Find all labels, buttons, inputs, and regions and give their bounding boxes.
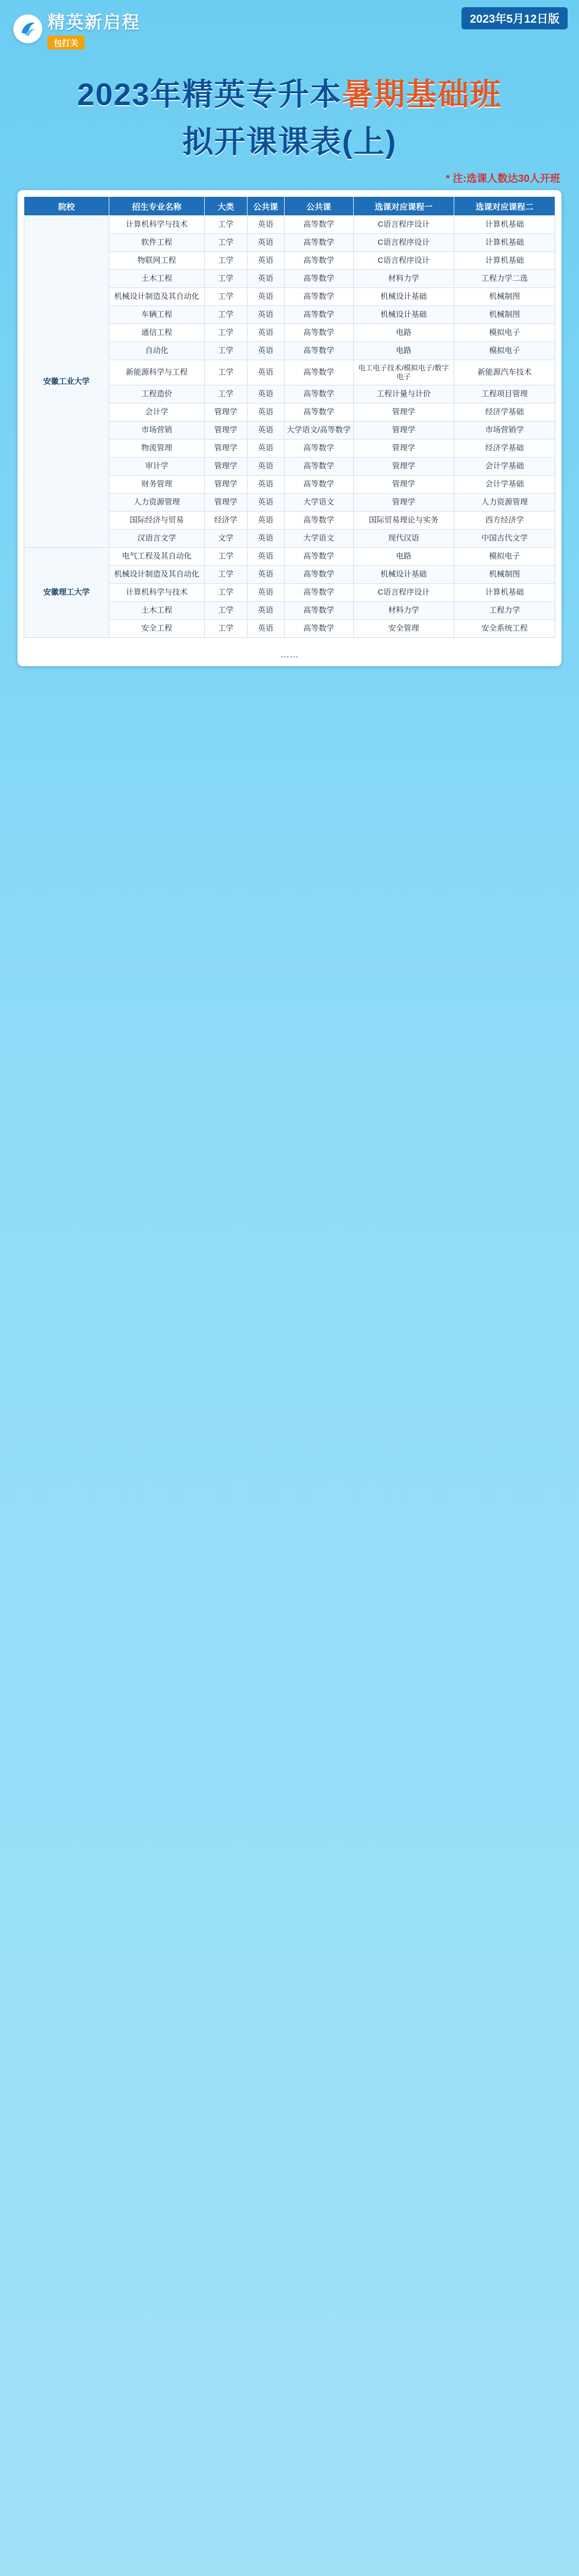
category-cell: 管理学 <box>205 457 247 476</box>
category-cell: 工学 <box>205 385 247 403</box>
title-pre: 2023年精英专升本 <box>77 77 342 112</box>
course-2-cell: 新能源汽车技术 <box>454 360 555 385</box>
major-cell: 人力资源管理 <box>109 494 204 512</box>
table-row <box>24 548 555 566</box>
public-course-2-cell: 高等数学 <box>284 288 353 306</box>
public-course-2-cell: 大学语文/高等数学 <box>284 421 353 439</box>
course-1-cell: C语言程序设计 <box>353 252 454 270</box>
header-course-1: 选课对应课程一 <box>353 197 454 216</box>
course-1-cell: 材料力学 <box>353 602 454 620</box>
public-course-1-cell: 英语 <box>247 530 284 548</box>
category-cell: 工学 <box>205 216 247 234</box>
public-course-1-cell: 英语 <box>247 457 284 476</box>
major-cell: 机械设计制造及其自动化 <box>109 288 204 306</box>
public-course-1-cell: 英语 <box>247 620 284 638</box>
major-cell: 汉语言文学 <box>109 530 204 548</box>
category-cell: 管理学 <box>205 494 247 512</box>
major-cell: 审计学 <box>109 457 204 476</box>
major-cell: 财务管理 <box>109 476 204 494</box>
table-continuation: …… <box>280 649 299 659</box>
title-line-2: 拟开课课表(上) <box>182 125 397 159</box>
category-cell: 工学 <box>205 288 247 306</box>
course-2-cell: 工程项目管理 <box>454 385 555 403</box>
header-school: 院校 <box>24 197 109 216</box>
title-accent: 暑期基础班 <box>342 77 502 112</box>
public-course-2-cell: 高等数学 <box>284 252 353 270</box>
header-public-2: 公共课 <box>284 197 353 216</box>
course-2-cell: 经济学基础 <box>454 439 555 457</box>
public-course-1-cell: 英语 <box>247 306 284 324</box>
course-1-cell: 管理学 <box>353 476 454 494</box>
public-course-2-cell: 高等数学 <box>284 216 353 234</box>
table-row <box>24 216 555 234</box>
course-1-cell: 机械设计基础 <box>353 566 454 584</box>
course-1-cell: 电路 <box>353 324 454 342</box>
course-1-cell: 电路 <box>353 548 454 566</box>
course-1-cell: 管理学 <box>353 439 454 457</box>
course-2-cell: 中国古代文学 <box>454 530 555 548</box>
course-2-cell: 模拟电子 <box>454 324 555 342</box>
public-course-1-cell: 英语 <box>247 566 284 584</box>
course-1-cell: 工程计量与计价 <box>353 385 454 403</box>
brand-name: 精英新启程 <box>47 13 140 32</box>
course-2-cell: 计算机基础 <box>454 216 555 234</box>
header-category: 大类 <box>205 197 247 216</box>
public-course-1-cell: 英语 <box>247 234 284 252</box>
major-cell: 会计学 <box>109 403 204 421</box>
category-cell: 工学 <box>205 620 247 638</box>
brand-logo <box>13 8 140 49</box>
category-cell: 工学 <box>205 324 247 342</box>
school-name: 安徽理工大学 <box>24 548 109 638</box>
public-course-2-cell: 大学语文 <box>284 530 353 548</box>
public-course-2-cell: 高等数学 <box>284 457 353 476</box>
public-course-1-cell: 英语 <box>247 602 284 620</box>
public-course-2-cell: 高等数学 <box>284 548 353 566</box>
public-course-2-cell: 高等数学 <box>284 620 353 638</box>
header-course-2: 选课对应课程二 <box>454 197 555 216</box>
major-cell: 国际经济与贸易 <box>109 512 204 530</box>
category-cell: 工学 <box>205 548 247 566</box>
major-cell: 机械设计制造及其自动化 <box>109 566 204 584</box>
major-cell: 电气工程及其自动化 <box>109 548 204 566</box>
course-2-cell: 市场营销学 <box>454 421 555 439</box>
course-2-cell: 机械制图 <box>454 288 555 306</box>
category-cell: 工学 <box>205 252 247 270</box>
public-course-2-cell: 高等数学 <box>284 403 353 421</box>
course-2-cell: 工程力学 <box>454 602 555 620</box>
public-course-2-cell: 高等数学 <box>284 439 353 457</box>
public-course-1-cell: 英语 <box>247 439 284 457</box>
course-1-cell: 管理学 <box>353 457 454 476</box>
course-2-cell: 人力资源管理 <box>454 494 555 512</box>
header-public-1: 公共课 <box>247 197 284 216</box>
major-cell: 物联网工程 <box>109 252 204 270</box>
category-cell: 管理学 <box>205 403 247 421</box>
course-1-cell: C语言程序设计 <box>353 216 454 234</box>
public-course-1-cell: 英语 <box>247 324 284 342</box>
public-course-2-cell: 高等数学 <box>284 566 353 584</box>
major-cell: 物流管理 <box>109 439 204 457</box>
course-1-cell: 机械设计基础 <box>353 288 454 306</box>
course-2-cell: 机械制图 <box>454 566 555 584</box>
public-course-1-cell: 英语 <box>247 512 284 530</box>
major-cell: 新能源科学与工程 <box>109 360 204 385</box>
course-2-cell: 计算机基础 <box>454 252 555 270</box>
major-cell: 土木工程 <box>109 602 204 620</box>
major-cell: 计算机科学与技术 <box>109 216 204 234</box>
category-cell: 文学 <box>205 530 247 548</box>
category-cell: 经济学 <box>205 512 247 530</box>
public-course-2-cell: 高等数学 <box>284 306 353 324</box>
public-course-1-cell: 英语 <box>247 270 284 288</box>
public-course-1-cell: 英语 <box>247 476 284 494</box>
table-header-row <box>24 197 555 216</box>
course-2-cell: 工程力学二选 <box>454 270 555 288</box>
category-cell: 工学 <box>205 234 247 252</box>
major-cell: 市场营销 <box>109 421 204 439</box>
enrollment-note: * 注:选课人数达30人开班 <box>445 173 560 184</box>
school-name: 安徽工业大学 <box>24 216 109 548</box>
course-2-cell: 计算机基础 <box>454 584 555 602</box>
category-cell: 工学 <box>205 602 247 620</box>
public-course-2-cell: 大学语文 <box>284 494 353 512</box>
category-cell: 管理学 <box>205 439 247 457</box>
course-2-cell: 机械制图 <box>454 306 555 324</box>
public-course-2-cell: 高等数学 <box>284 385 353 403</box>
public-course-1-cell: 英语 <box>247 252 284 270</box>
course-1-cell: 机械设计基础 <box>353 306 454 324</box>
category-cell: 工学 <box>205 360 247 385</box>
public-course-2-cell: 高等数学 <box>284 512 353 530</box>
course-1-cell: 管理学 <box>353 494 454 512</box>
course-1-cell: 电路 <box>353 342 454 360</box>
course-1-cell: 材料力学 <box>353 270 454 288</box>
course-2-cell: 计算机基础 <box>454 234 555 252</box>
public-course-2-cell: 高等数学 <box>284 324 353 342</box>
course-2-cell: 安全系统工程 <box>454 620 555 638</box>
course-2-cell: 会计学基础 <box>454 476 555 494</box>
course-1-cell: 管理学 <box>353 421 454 439</box>
version-badge: 2023年5月12日版 <box>461 7 568 29</box>
public-course-2-cell: 高等数学 <box>284 360 353 385</box>
public-course-1-cell: 英语 <box>247 216 284 234</box>
category-cell: 管理学 <box>205 476 247 494</box>
course-1-cell: 现代汉语 <box>353 530 454 548</box>
major-cell: 通信工程 <box>109 324 204 342</box>
course-1-cell: 管理学 <box>353 403 454 421</box>
public-course-2-cell: 高等数学 <box>284 602 353 620</box>
major-cell: 土木工程 <box>109 270 204 288</box>
course-1-cell: 国际贸易理论与实务 <box>353 512 454 530</box>
category-cell: 工学 <box>205 270 247 288</box>
brand-sub: 包打关 <box>47 36 85 49</box>
major-cell: 计算机科学与技术 <box>109 584 204 602</box>
public-course-1-cell: 英语 <box>247 342 284 360</box>
public-course-1-cell: 英语 <box>247 403 284 421</box>
course-1-cell: C语言程序设计 <box>353 584 454 602</box>
major-cell: 车辆工程 <box>109 306 204 324</box>
public-course-2-cell: 高等数学 <box>284 476 353 494</box>
major-cell: 软件工程 <box>109 234 204 252</box>
course-1-cell: 电工电子技术/模拟电子/数字电子 <box>353 360 454 385</box>
public-course-1-cell: 英语 <box>247 584 284 602</box>
header-major: 招生专业名称 <box>109 197 204 216</box>
course-2-cell: 会计学基础 <box>454 457 555 476</box>
public-course-2-cell: 高等数学 <box>284 234 353 252</box>
category-cell: 工学 <box>205 566 247 584</box>
course-1-cell: C语言程序设计 <box>353 234 454 252</box>
public-course-1-cell: 英语 <box>247 385 284 403</box>
schedule-table-card <box>18 190 561 666</box>
title-line-1 <box>0 70 579 114</box>
course-2-cell: 西方经济学 <box>454 512 555 530</box>
public-course-1-cell: 英语 <box>247 548 284 566</box>
course-2-cell: 模拟电子 <box>454 548 555 566</box>
public-course-2-cell: 高等数学 <box>284 270 353 288</box>
course-2-cell: 经济学基础 <box>454 403 555 421</box>
major-cell: 工程造价 <box>109 385 204 403</box>
public-course-1-cell: 英语 <box>247 360 284 385</box>
table-body <box>24 216 555 638</box>
page-header <box>0 0 579 67</box>
course-2-cell: 模拟电子 <box>454 342 555 360</box>
schedule-table <box>24 196 555 638</box>
logo-icon <box>13 14 42 43</box>
category-cell: 工学 <box>205 342 247 360</box>
course-1-cell: 安全管理 <box>353 620 454 638</box>
category-cell: 管理学 <box>205 421 247 439</box>
public-course-1-cell: 英语 <box>247 421 284 439</box>
major-cell: 自动化 <box>109 342 204 360</box>
major-cell: 安全工程 <box>109 620 204 638</box>
category-cell: 工学 <box>205 306 247 324</box>
page-title <box>0 67 579 162</box>
public-course-2-cell: 高等数学 <box>284 342 353 360</box>
public-course-1-cell: 英语 <box>247 494 284 512</box>
public-course-2-cell: 高等数学 <box>284 584 353 602</box>
category-cell: 工学 <box>205 584 247 602</box>
public-course-1-cell: 英语 <box>247 288 284 306</box>
